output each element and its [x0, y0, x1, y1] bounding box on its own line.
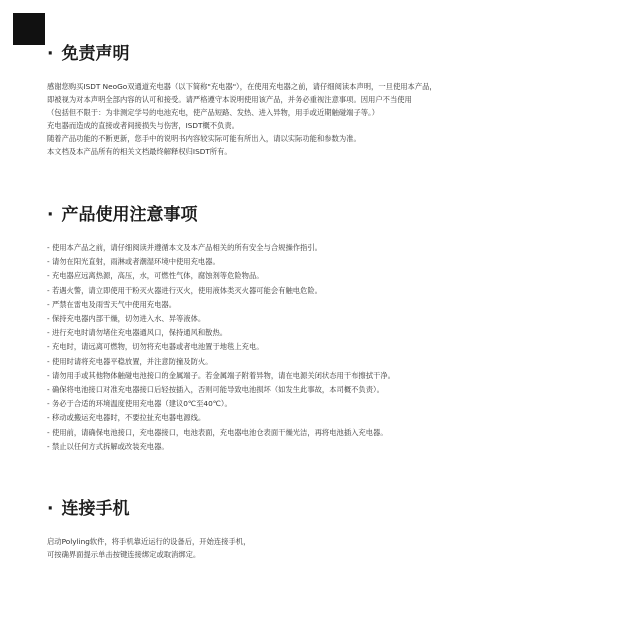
- disclaimer-section: [47, 44, 607, 158]
- heading-bullet: ·: [47, 205, 54, 225]
- list-item: - 使用时请将充电器平稳放置，并注意防撞及防火。: [47, 356, 213, 366]
- disclaimer-title: 免责声明: [61, 44, 130, 64]
- text-line: 随着产品功能的不断更新，您手中的说明书内容较实际可能有所出入，请以实际功能和参数为准。: [47, 134, 361, 143]
- connect-phone-section: [47, 499, 607, 561]
- text-line: 充电器而造成的直接或者间接损失与伤害，ISDT概不负责。: [47, 121, 239, 130]
- list-item: - 使用本产品之前，请仔细阅读并遵循本文及本产品相关的所有安全与合规操作指引。: [47, 243, 322, 252]
- list-item: - 使用前，请确保电池接口，充电器接口，电池表面，充电器电池仓表面干燥光洁，再将电池插入充电器。: [47, 427, 388, 437]
- connect-phone-body: [47, 535, 607, 561]
- text-line: 感谢您购买ISDT NeoGo双通道充电器（以下简称"充电器"），在使用充电器之前，请仔细阅读本声明，一旦使用本产品，: [47, 82, 437, 91]
- disclaimer-body: [47, 80, 607, 158]
- corner-marker: [13, 13, 45, 45]
- section-heading: [47, 499, 607, 519]
- usage-notes-title: 产品使用注意事项: [61, 205, 198, 225]
- list-item: - 严禁在雷电及雨雪天气中使用充电器。: [47, 299, 176, 309]
- list-item: - 请勿在阳光直射，雨淋或者潮湿环境中使用充电器。: [47, 257, 220, 267]
- text-line: 本文档及本产品所有的相关文档最终解释权归ISDT所有。: [47, 147, 232, 156]
- list-item: - 进行充电时请勿堵住充电器通风口，保持通风和散热。: [47, 328, 228, 338]
- text-line: 启动Polyling软件，将手机靠近运行的设备后，开始连接手机，: [47, 537, 251, 546]
- usage-notes-list: [47, 241, 607, 454]
- text-line: 即被视为对本声明全部内容的认可和接受。请严格遵守本说明使用该产品，并务必重视注意事项。因用户不当使用: [47, 95, 412, 104]
- list-item: - 若遇火警，请立即使用干粉灭火器进行灭火，使用液体类灭火器可能会有触电危险。: [47, 285, 322, 295]
- heading-bullet: ·: [47, 499, 54, 519]
- list-item: - 充电时，请远离可燃物，切勿将充电器或者电池置于地毯上充电。: [47, 342, 264, 352]
- usage-notes-section: [47, 205, 607, 454]
- list-item: - 务必于合适的环境温度使用充电器（建议0℃至40℃）。: [47, 399, 232, 409]
- list-item: - 请勿用手或其他物体触碰电池接口的金属端子。若金属端子附着异物，请在电源关闭状态用干布擦拭干净。: [47, 370, 395, 380]
- list-item: - 移动或搬运充电器时，不要拉扯充电器电源线。: [47, 413, 206, 423]
- section-heading: [47, 205, 607, 225]
- list-item: - 充电器应远离热源，高压，水，可燃性气体，腐蚀剂等危险物品。: [47, 271, 264, 281]
- heading-bullet: ·: [47, 44, 54, 64]
- list-item: - 保持充电器内部干燥，切勿进入水、异等液体。: [47, 314, 206, 324]
- text-line: 可按确界面提示单击按键连接绑定或取消绑定。: [47, 550, 201, 559]
- list-item: - 确保将电池接口对准充电器接口后轻按插入，否则可能导致电池损坏（如发生此事故，本司概不负责）。: [47, 385, 384, 395]
- section-heading: [47, 44, 607, 64]
- connect-phone-title: 连接手机: [61, 499, 130, 519]
- list-item: - 禁止以任何方式拆解或改装充电器。: [47, 441, 169, 451]
- text-line: （包括但不限于：为非测定学号的电池充电，使产品短路、发热、进入异物，用手或近期触碰端子等。）: [47, 108, 380, 117]
